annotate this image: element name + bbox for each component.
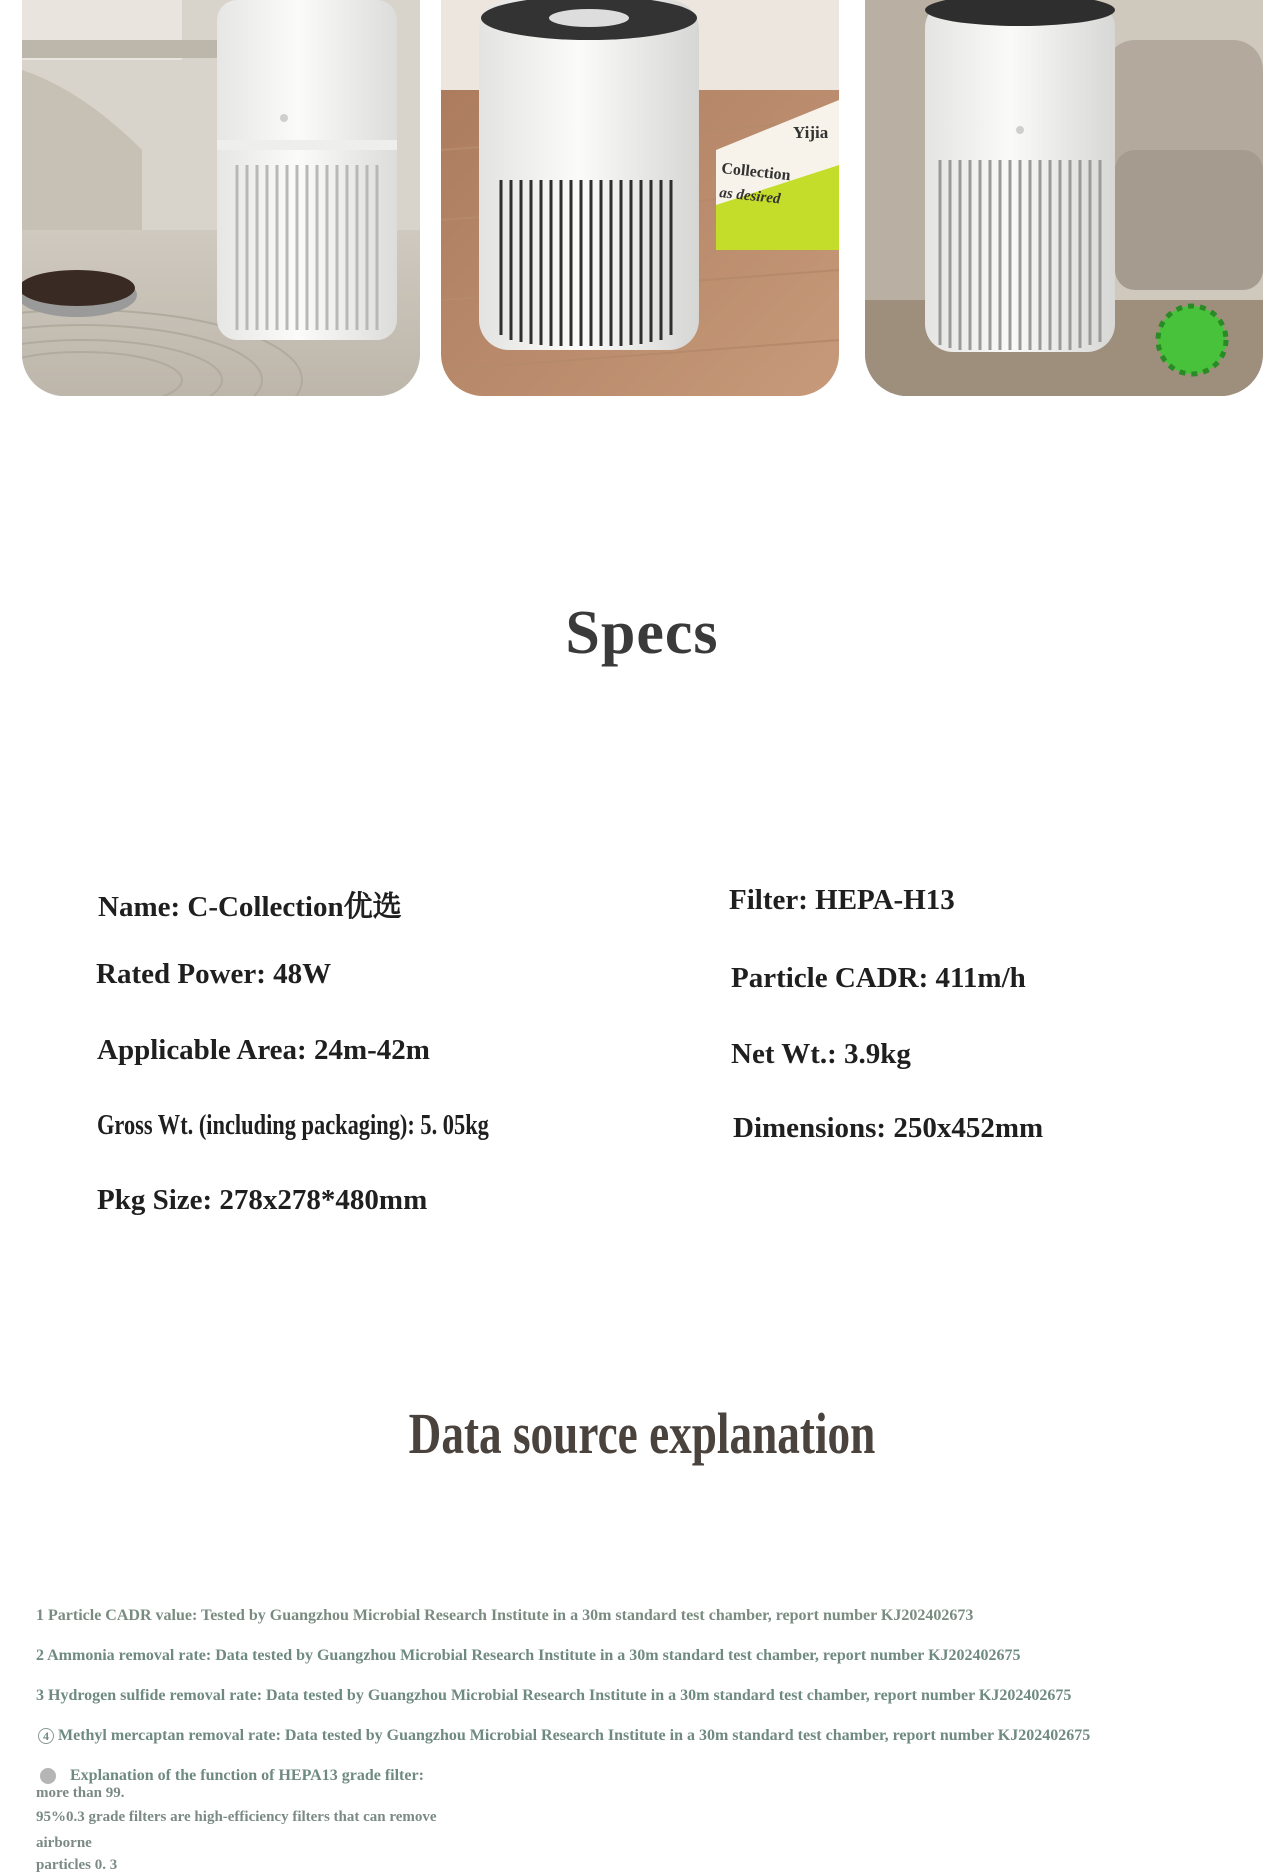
box-label-yijia: Yijia [793,123,829,142]
bullet-dot-icon [40,1768,56,1784]
spec-name: Name: C-Collection优选 [98,891,402,923]
note-methyl-mercaptan [38,1727,1090,1745]
box-label-desired: as desired [718,185,782,208]
specs-title: Specs [565,599,719,667]
spec-applicable-area: Applicable Area: 24m-42m [97,1034,430,1066]
hepa-line-4: particles 0. 3 [36,1857,118,1873]
hepa-line-1: more than 99. [36,1785,125,1801]
hepa-heading [40,1767,424,1785]
spec-package-size: Pkg Size: 278x278*480mm [97,1184,428,1216]
note-number-badge: 4 [38,1728,54,1744]
note-ammonia: 2 Ammonia removal rate: Data tested by Guangzhou Microbial Research Institute in a 30m standard test chamber, report number KJ202402675 [36,1647,1021,1664]
hepa-line-2: 95%0.3 grade filters are high-efficiency filters that can remove [36,1809,437,1825]
data-source-title: Data source explanation [408,1401,876,1466]
spec-particle-cadr: Particle CADR: 411m/h [731,962,1026,994]
note-hydrogen-sulfide: 3 Hydrogen sulfide removal rate: Data tested by Guangzhou Microbial Research Institute in a 30m standard test chamber, report number KJ202402675 [36,1687,1072,1704]
hepa-heading-text: Explanation of the function of HEPA13 grade filter: [70,1767,424,1784]
product-photo-sofa [865,0,1263,396]
spec-net-weight: Net Wt.: 3.9kg [731,1038,911,1070]
spec-dimensions: Dimensions: 250x452mm [733,1112,1044,1144]
spec-gross-weight: Gross Wt. (including packaging): 5. 05kg [97,1110,489,1141]
spec-filter: Filter: HEPA-H13 [729,884,955,916]
hepa-line-3: airborne [36,1835,92,1851]
product-photo-living-room [22,0,420,396]
spec-rated-power: Rated Power: 48W [96,958,332,990]
note-methyl-mercaptan-text: Methyl mercaptan removal rate: Data tested by Guangzhou Microbial Research Institute in a 30m standard test chamber, report number KJ202402675 [58,1727,1091,1744]
note-particle-cadr: 1 Particle CADR value: Tested by Guangzhou Microbial Research Institute in a 30m standard test chamber, report number KJ202402673 [36,1607,974,1624]
product-photo-wood-floor [441,0,839,396]
box-label-collection: Collection [720,160,792,185]
